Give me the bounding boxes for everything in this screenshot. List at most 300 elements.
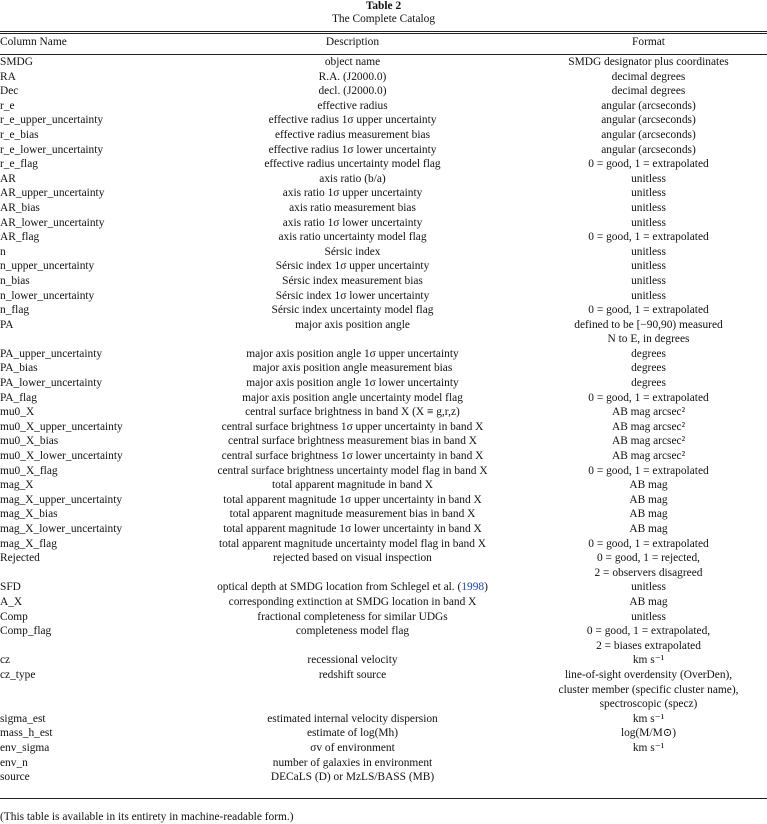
cell-format <box>530 143 767 158</box>
cell-column-name <box>0 347 175 362</box>
table-row <box>0 303 767 318</box>
cell-column-name <box>0 376 175 391</box>
table-row <box>0 464 767 479</box>
cell-format-text: km s⁻¹ <box>632 654 665 667</box>
cell-format-text: AB mag <box>629 493 668 506</box>
cell-column-name-text: SFD <box>0 581 21 594</box>
cell-description-text: central surface brightness measurement bias in band X <box>228 435 477 448</box>
cell-format <box>530 741 767 756</box>
table-number: Table 2 <box>365 0 402 12</box>
cell-column-name-text: mu0_X_upper_uncertainty <box>0 420 123 433</box>
cell-format-text: 0 = good, 1 = extrapolated <box>588 158 709 171</box>
cell-description-text: effective radius uncertainty model flag <box>264 158 441 171</box>
cell-column-name-text: cz_type <box>0 668 36 681</box>
cell-format-text: angular (arcseconds) <box>601 99 696 112</box>
cell-description-text: object name <box>324 56 381 68</box>
cell-column-name-text: r_e_upper_uncertainty <box>0 114 104 127</box>
table-row <box>0 434 767 449</box>
table-row <box>0 610 767 625</box>
cell-description <box>175 464 530 479</box>
cell-description <box>175 70 530 85</box>
table-row <box>0 201 767 216</box>
cell-description-text: effective radius 1σ upper uncertainty <box>268 114 437 127</box>
cell-description <box>175 449 530 464</box>
cell-column-name-text: PA_lower_uncertainty <box>0 377 103 390</box>
cell-column-name-text: Dec <box>0 85 19 98</box>
cell-description <box>175 741 530 756</box>
cell-description-text: major axis position angle uncertainty model flag <box>242 391 463 404</box>
cell-description <box>175 376 530 391</box>
cell-description-text: total apparent magnitude 1σ lower uncertainty in band X <box>223 523 482 535</box>
cell-column-name-text: AR_bias <box>0 201 40 214</box>
cell-format-text: 0 = good, 1 = extrapolated, <box>586 625 711 638</box>
cell-description-text: total apparent magnitude 1σ upper uncertainty in band X <box>223 493 482 506</box>
cell-column-name-text: Comp <box>0 610 28 623</box>
cell-description-text: axis ratio uncertainty model flag <box>278 231 427 244</box>
table-row <box>0 595 767 610</box>
cell-column-name <box>0 172 175 187</box>
cell-column-name <box>0 449 175 464</box>
cell-description-text: axis ratio 1σ lower uncertainty <box>282 216 423 229</box>
cell-description-text: axis ratio (b/a) <box>319 172 386 185</box>
cell-description <box>175 230 530 245</box>
cell-format-text: km s⁻¹ <box>632 741 665 754</box>
cell-description <box>175 113 530 128</box>
cell-format <box>530 303 767 318</box>
cell-format <box>530 464 767 479</box>
cell-description <box>175 770 530 785</box>
cell-description-text: major axis position angle measurement bias <box>252 362 453 375</box>
cell-format <box>530 376 767 391</box>
cell-format-text: 0 = good, 1 = extrapolated <box>588 304 709 317</box>
cell-description <box>175 595 530 610</box>
cell-column-name-text: mu0_X_lower_uncertainty <box>0 450 123 463</box>
cell-column-name-text: mu0_X_flag <box>0 464 58 477</box>
cell-format <box>530 157 767 172</box>
cell-column-name-text: mag_X <box>0 479 34 492</box>
header-row <box>0 33 767 55</box>
cell-format <box>530 537 767 552</box>
cell-description-text: central surface brightness 1σ lower uncertainty in band X <box>221 450 484 463</box>
cell-format <box>530 391 767 406</box>
cell-column-name-text: AR_lower_uncertainty <box>0 216 105 229</box>
cell-description <box>175 303 530 318</box>
cell-format-text: decimal degrees <box>611 70 686 83</box>
table-row <box>0 128 767 143</box>
cell-format-text: AB mag <box>629 479 668 492</box>
table-row <box>0 537 767 552</box>
cell-description-text: central surface brightness uncertainty model flag in band X <box>217 464 488 477</box>
cell-format-text: unitless <box>631 187 666 200</box>
cell-column-name <box>0 726 175 741</box>
cell-description <box>175 610 530 625</box>
table-row <box>0 449 767 464</box>
table-row <box>0 259 767 274</box>
cell-description <box>175 172 530 187</box>
cell-format-text: cluster member (specific cluster name), <box>558 683 739 696</box>
cell-column-name <box>0 580 175 595</box>
table-row <box>0 157 767 172</box>
cell-description <box>175 478 530 493</box>
cell-description <box>175 434 530 449</box>
cell-format-text: 2 = observers disagreed <box>594 566 703 579</box>
cell-description <box>175 493 530 508</box>
cell-format-text: degrees <box>631 347 666 360</box>
cell-description <box>175 522 530 537</box>
cell-format <box>530 420 767 435</box>
top-rule <box>0 31 767 32</box>
table-row <box>0 493 767 508</box>
cell-description-text: optical depth at SMDG location from Schlegel et al. (1998) <box>217 581 488 594</box>
cell-column-name-text: AR_flag <box>0 231 40 244</box>
table-body <box>0 55 767 785</box>
cell-format-text: spectroscopic (specz) <box>599 698 698 711</box>
cell-format <box>530 507 767 522</box>
cell-description-text: fractional completeness for similar UDGs <box>257 610 448 623</box>
cell-column-name <box>0 391 175 406</box>
cell-description <box>175 668 530 712</box>
cell-format <box>530 610 767 625</box>
table-row <box>0 668 767 712</box>
cell-column-name <box>0 624 175 653</box>
cell-column-name <box>0 186 175 201</box>
cell-format-text: SMDG designator plus coordinates <box>568 56 729 68</box>
cell-format-text: angular (arcseconds) <box>601 128 696 141</box>
cell-description <box>175 537 530 552</box>
cell-description-text: σv of environment <box>310 741 395 754</box>
cell-description-text: total apparent magnitude in band X <box>271 479 433 492</box>
cell-description <box>175 726 530 741</box>
cell-format-text: unitless <box>631 610 666 623</box>
cell-description <box>175 216 530 231</box>
cell-column-name <box>0 420 175 435</box>
table-row <box>0 99 767 114</box>
table-row <box>0 712 767 727</box>
table-row <box>0 522 767 537</box>
cell-column-name <box>0 478 175 493</box>
cell-column-name-text: PA <box>0 318 14 331</box>
cell-column-name-text: n_lower_uncertainty <box>0 289 95 302</box>
cell-format-text: 0 = good, 1 = rejected, <box>597 552 700 565</box>
table-note: (This table is available in its entirety in machine-readable form.) <box>0 811 294 823</box>
cell-format-text: unitless <box>631 289 666 302</box>
table-row <box>0 478 767 493</box>
table-title: The Complete Catalog <box>331 12 436 25</box>
cell-column-name-text: r_e_flag <box>0 158 38 171</box>
cell-format <box>530 274 767 289</box>
cell-column-name <box>0 128 175 143</box>
cell-description-text: axis ratio measurement bias <box>289 201 416 214</box>
cell-description-text: central surface brightness 1σ upper uncertainty in band X <box>221 420 484 433</box>
cell-column-name <box>0 259 175 274</box>
table-row <box>0 624 767 653</box>
cell-format-text: unitless <box>631 260 666 273</box>
table-row <box>0 376 767 391</box>
cell-column-name-text: PA_flag <box>0 391 37 404</box>
catalog-table <box>0 33 767 785</box>
cell-column-name <box>0 143 175 158</box>
cell-column-name <box>0 99 175 114</box>
cell-description <box>175 756 530 771</box>
cell-column-name <box>0 756 175 771</box>
cell-column-name-text: mag_X_lower_uncertainty <box>0 523 123 535</box>
cell-format-text: degrees <box>631 362 666 375</box>
cell-format-text: 2 = biases extrapolated <box>596 639 701 652</box>
cell-description-text: effective radius measurement bias <box>274 128 431 141</box>
cell-column-name-text: PA_upper_uncertainty <box>0 347 103 360</box>
cell-format-text: N to E, in degrees <box>607 333 690 346</box>
table-row <box>0 274 767 289</box>
table-row <box>0 318 767 347</box>
cell-description-text: Sérsic index uncertainty model flag <box>271 304 434 317</box>
cell-column-name-text: n_flag <box>0 304 30 317</box>
cell-description-text: estimated internal velocity dispersion <box>267 712 438 725</box>
cell-column-name-text: env_n <box>0 756 28 769</box>
cell-column-name-text: PA_bias <box>0 362 38 375</box>
table-row <box>0 756 767 771</box>
table-row <box>0 741 767 756</box>
cell-format <box>530 756 767 771</box>
cell-description <box>175 201 530 216</box>
cell-format <box>530 434 767 449</box>
cell-column-name-text: AR_upper_uncertainty <box>0 187 105 200</box>
cell-format <box>530 201 767 216</box>
table-row <box>0 186 767 201</box>
cell-format <box>530 624 767 653</box>
cell-format-text: AB mag <box>629 523 668 535</box>
cell-format <box>530 230 767 245</box>
cell-format <box>530 245 767 260</box>
cell-column-name <box>0 55 175 70</box>
cell-description-text: major axis position angle <box>295 318 410 331</box>
cell-description-text: recessional velocity <box>307 654 398 667</box>
cell-description <box>175 507 530 522</box>
cell-format <box>530 770 767 785</box>
cell-format <box>530 653 767 668</box>
cell-description <box>175 99 530 114</box>
cell-column-name <box>0 464 175 479</box>
cell-format <box>530 361 767 376</box>
table-row <box>0 726 767 741</box>
cell-column-name-text: n_upper_uncertainty <box>0 260 95 273</box>
cell-description-text: total apparent magnitude measurement bias in band X <box>229 508 476 521</box>
cell-column-name <box>0 551 175 580</box>
cell-description <box>175 84 530 99</box>
table-row <box>0 216 767 231</box>
cell-description <box>175 157 530 172</box>
bottom-rule <box>0 798 767 799</box>
cell-description <box>175 551 530 580</box>
cell-column-name <box>0 318 175 347</box>
cell-description-text: decl. (J2000.0) <box>318 85 387 98</box>
cell-format-text: unitless <box>631 216 666 229</box>
cell-column-name-text: env_sigma <box>0 741 50 754</box>
table-row <box>0 143 767 158</box>
cell-description-text: number of galaxies in environment <box>272 756 433 769</box>
cell-description-text: Sérsic index 1σ upper uncertainty <box>275 260 430 273</box>
cell-format <box>530 259 767 274</box>
cell-description <box>175 712 530 727</box>
table-row <box>0 230 767 245</box>
cell-column-name-text: mag_X_bias <box>0 508 58 521</box>
cell-format <box>530 595 767 610</box>
cell-description-text: Sérsic index measurement bias <box>282 274 423 287</box>
cell-format-text: 0 = good, 1 = extrapolated <box>588 231 709 244</box>
cell-format-text: line-of-sight overdensity (OverDen), <box>564 668 733 681</box>
cell-format <box>530 580 767 595</box>
cell-column-name <box>0 274 175 289</box>
table-row <box>0 405 767 420</box>
cell-format <box>530 70 767 85</box>
cell-column-name <box>0 113 175 128</box>
header-format: Format <box>632 36 665 48</box>
cell-description <box>175 289 530 304</box>
cell-column-name-text: Comp_flag <box>0 625 52 638</box>
cell-description <box>175 653 530 668</box>
table-row <box>0 580 767 595</box>
cell-format-text: AB mag arcsec² <box>612 450 685 463</box>
cell-column-name-text: r_e_lower_uncertainty <box>0 143 104 156</box>
cell-format-text: AB mag <box>629 595 668 608</box>
cell-column-name <box>0 522 175 537</box>
table-row <box>0 245 767 260</box>
cell-format-text: unitless <box>631 172 666 185</box>
cell-description-text: axis ratio 1σ upper uncertainty <box>282 187 423 200</box>
cell-column-name <box>0 507 175 522</box>
cell-format <box>530 55 767 70</box>
cell-description-text: central surface brightness in band X (X ≡ g,r,z) <box>245 406 460 419</box>
cell-format <box>530 128 767 143</box>
cell-format <box>530 186 767 201</box>
table-caption <box>0 0 767 25</box>
table-row <box>0 113 767 128</box>
table-row <box>0 172 767 187</box>
cell-format-text: unitless <box>631 581 666 594</box>
cell-description <box>175 347 530 362</box>
cell-format-text: defined to be [−90,90) measured <box>574 318 723 331</box>
cell-column-name-text: sigma_est <box>0 712 46 725</box>
cell-format <box>530 318 767 347</box>
cell-description <box>175 186 530 201</box>
cell-description <box>175 274 530 289</box>
cell-column-name <box>0 230 175 245</box>
cell-column-name <box>0 303 175 318</box>
cell-format <box>530 289 767 304</box>
cell-format-text: angular (arcseconds) <box>601 143 696 156</box>
cell-format-text: angular (arcseconds) <box>601 114 696 127</box>
cell-description-text: Sérsic index <box>324 245 381 258</box>
cell-column-name <box>0 201 175 216</box>
cell-format-text: AB mag arcsec² <box>612 406 685 419</box>
citation-link[interactable]: 1998 <box>461 581 485 594</box>
cell-description <box>175 405 530 420</box>
cell-description <box>175 624 530 653</box>
cell-column-name-text: mu0_X <box>0 406 35 419</box>
cell-description-text: Sérsic index 1σ lower uncertainty <box>275 289 430 302</box>
cell-column-name-text: source <box>0 771 30 784</box>
cell-format-text: unitless <box>631 274 666 287</box>
cell-format <box>530 405 767 420</box>
cell-format-text: decimal degrees <box>611 85 686 98</box>
cell-column-name <box>0 434 175 449</box>
table-row <box>0 420 767 435</box>
cell-column-name-text: AR <box>0 172 16 185</box>
cell-format <box>530 113 767 128</box>
cell-description <box>175 245 530 260</box>
cell-column-name-text: Rejected <box>0 552 40 565</box>
cell-description-text: estimate of log(Mh) <box>306 727 399 740</box>
cell-description-text: major axis position angle 1σ lower uncertainty <box>246 377 459 390</box>
cell-format-text: AB mag arcsec² <box>612 420 685 433</box>
cell-column-name-text: mag_X_upper_uncertainty <box>0 493 123 506</box>
cell-format <box>530 172 767 187</box>
cell-description-text: effective radius <box>317 99 388 112</box>
table-row <box>0 770 767 785</box>
cell-format <box>530 449 767 464</box>
cell-format-text: log(M/M⊙) <box>620 727 677 740</box>
cell-column-name <box>0 361 175 376</box>
cell-column-name-text: mu0_X_bias <box>0 435 59 448</box>
cell-column-name-text: mag_X_flag <box>0 537 57 550</box>
cell-column-name <box>0 84 175 99</box>
cell-column-name <box>0 405 175 420</box>
cell-format-text: AB mag arcsec² <box>612 435 685 448</box>
cell-format-text: 0 = good, 1 = extrapolated <box>588 391 709 404</box>
table-row <box>0 361 767 376</box>
cell-column-name-text: n <box>0 245 6 258</box>
cell-format <box>530 493 767 508</box>
cell-column-name <box>0 245 175 260</box>
cell-format-text: unitless <box>631 201 666 214</box>
cell-description-text: corresponding extinction at SMDG location in band X <box>228 595 477 608</box>
cell-description-text: completeness model flag <box>295 625 410 638</box>
cell-format-text: degrees <box>631 377 666 390</box>
table-row <box>0 347 767 362</box>
cell-column-name-text: A_X <box>0 595 23 608</box>
cell-description <box>175 259 530 274</box>
table-row <box>0 55 767 70</box>
table-row <box>0 70 767 85</box>
cell-format <box>530 478 767 493</box>
cell-description <box>175 420 530 435</box>
cell-column-name <box>0 712 175 727</box>
cell-format <box>530 726 767 741</box>
cell-format-text: 0 = good, 1 = extrapolated <box>588 537 709 550</box>
cell-description-text: redshift source <box>318 668 387 681</box>
cell-format <box>530 84 767 99</box>
cell-description-text: rejected based on visual inspection <box>273 552 432 565</box>
cell-description <box>175 580 530 595</box>
cell-column-name <box>0 289 175 304</box>
cell-description-text: total apparent magnitude uncertainty model flag in band X <box>219 537 486 550</box>
cell-description-text: DECaLS (D) or MzLS/BASS (MB) <box>270 771 435 784</box>
header-column-name: Column Name <box>0 36 67 48</box>
cell-column-name-text: cz <box>0 654 11 667</box>
cell-column-name-text: r_e_bias <box>0 128 39 141</box>
cell-description <box>175 128 530 143</box>
table-row <box>0 391 767 406</box>
cell-column-name <box>0 70 175 85</box>
cell-column-name <box>0 770 175 785</box>
table-row <box>0 507 767 522</box>
cell-column-name-text: SMDG <box>0 56 33 68</box>
cell-format <box>530 551 767 580</box>
cell-format <box>530 668 767 712</box>
cell-column-name <box>0 741 175 756</box>
cell-format-text: AB mag <box>629 508 668 521</box>
cell-column-name-text: n_bias <box>0 274 30 287</box>
cell-column-name <box>0 610 175 625</box>
